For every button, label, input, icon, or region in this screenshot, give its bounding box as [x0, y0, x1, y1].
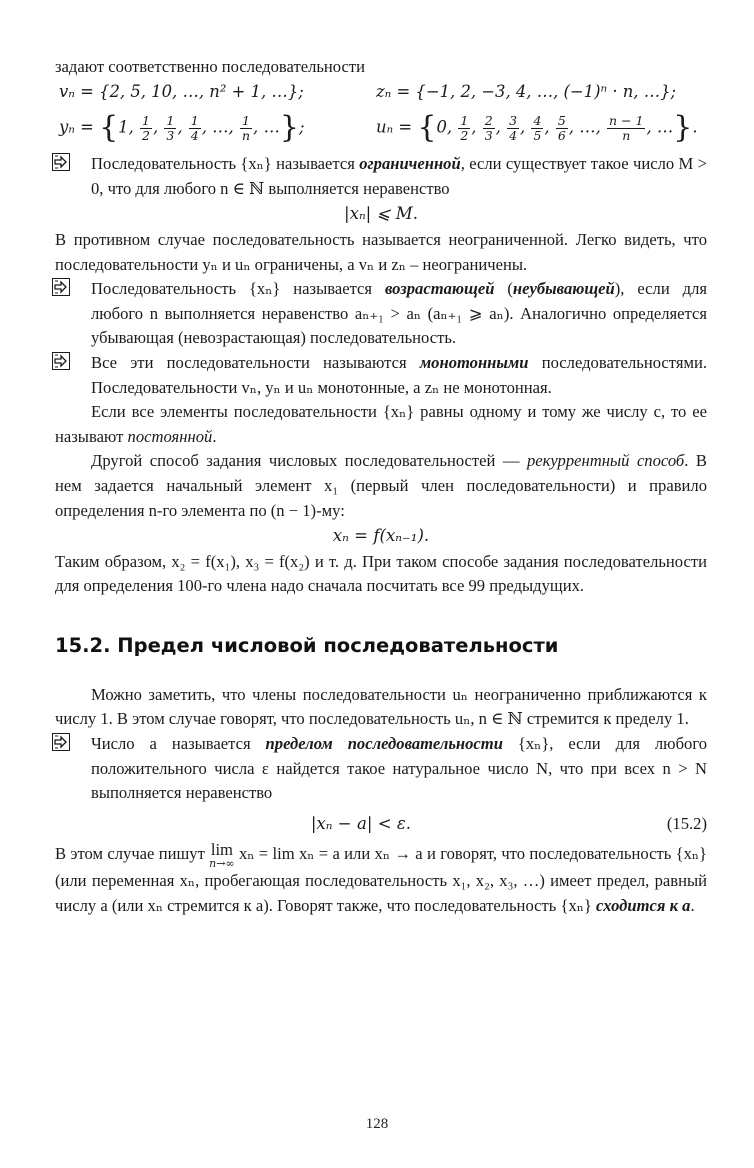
- paragraph-unbounded: В противном случае последовательность называется неограниченной. Легко видеть, что последовательности yₙ и uₙ ограничены, а vₙ и zₙ – неограничены.: [55, 229, 707, 274]
- definition-limit: Число a называется пределом последовательности {xₙ}, если для любого положительного числа ε найдется такое натуральное число N, что при всех n > N выполняется неравенство: [55, 732, 707, 806]
- term-constant: постоянной: [127, 426, 213, 446]
- term-recurrent: рекуррентный способ: [526, 451, 685, 471]
- sequence-row-1: [55, 80, 707, 105]
- formula-recurrent: xₙ = f(xₙ₋₁).: [332, 526, 430, 546]
- definition-arrow-icon: [52, 153, 70, 171]
- formula-limit: |xₙ − a| < ε.: [310, 813, 412, 833]
- definition-arrow-icon: [52, 352, 70, 370]
- sequence-z: zₙ = {−1, 2, −3, 4, …, (−1)ⁿ · n, …};: [376, 81, 677, 101]
- sequence-u: uₙ = {0, $\frac{1}{2}$ , $\frac{2}{3}$ , $\frac{3}{4}$ , $\frac{4}{5}$ , $\frac{5}{6}$ , …, $\frac{n - 1}{n}$ , …}.: [376, 110, 698, 146]
- definition-arrow-icon: [52, 733, 70, 751]
- definition-increasing: Последовательность {xₙ} называется возрастающей (неубывающей), если для любого n выполняется неравенство aₙ₊₁ > aₙ (aₙ₊₁ ⩾ aₙ). Аналогично определяется убывающая (невозрастающая) последовательность.: [55, 277, 707, 351]
- formula-limit-row: [55, 812, 707, 837]
- limit-operator: lim n→∞: [209, 840, 235, 871]
- paragraph-example: Таким образом, x₂ = f(x₁), x₃ = f(x₂) и т. д. При таком способе задания последовательности для определения 100-го члена надо сначала посчитать все 99 предыдущих.: [55, 551, 707, 596]
- page-number: 128: [365, 1116, 389, 1132]
- definition-arrow-icon: [52, 278, 70, 296]
- definition-bounded: Последовательность {xₙ} называется ограниченной, если существует такое число M > 0, что для любого n ∈ ℕ выполняется неравенство: [55, 152, 707, 201]
- intro-line: задают соответственно последовательности: [55, 57, 366, 76]
- paragraph-limit-intro: Можно заметить, что члены последовательности uₙ неограниченно приближаются к числу 1. В этом случае говорят, что последовательность uₙ, n ∈ ℕ стремится к пределу 1.: [55, 684, 707, 729]
- equation-number: (15.2): [666, 813, 707, 833]
- term-monotone: монотонными: [419, 352, 529, 372]
- paragraph-recurrent: Другой способ задания числовых последовательностей — рекуррентный способ. В нем задается начальный элемент x₁ (первый член последовательности) и правило определения n-го элемента по (n − 1)-му:: [55, 451, 707, 520]
- page-content: [55, 55, 707, 919]
- term-converges: сходится к a: [596, 896, 691, 916]
- sequence-y: yₙ = {1, $\frac{1}{2}$ , $\frac{1}{3}$ , $\frac{1}{4}$ , …, $\frac{1}{n}$ , …};: [59, 110, 305, 146]
- sequence-v: vₙ = {2, 5, 10, …, n² + 1, …};: [59, 81, 304, 101]
- sequence-row-2: [55, 104, 707, 152]
- term-limit: пределом последовательности: [265, 734, 503, 754]
- term-nondecreasing: неубывающей: [512, 279, 615, 299]
- paragraph-constant: Если все элементы последовательности {xₙ} равны одному и тому же числу c, то ее называют постоянной.: [55, 402, 707, 446]
- definition-monotone: Все эти последовательности называются монотонными последовательностями. Последовательности vₙ, yₙ и uₙ монотонные, а zₙ не монотонная.: [55, 351, 707, 400]
- term-bounded: ограниченной: [359, 154, 461, 174]
- paragraph-notation: В этом случае пишут lim n→∞ xₙ = lim xₙ = a или xₙ → a и говорят, что последовательность {xₙ} (или переменная xₙ, пробегающая последовательность x₁, x₂, x₃, …) имеет предел, равный числу a (или xₙ стремится к a). Говорят также, что последовательность {xₙ} сходится к a.: [55, 840, 708, 916]
- term-increasing: возрастающей: [384, 279, 495, 299]
- formula-bounded: |xₙ| ⩽ M.: [344, 204, 418, 224]
- section-title: 15.2. Предел числовой последовательности: [55, 633, 559, 657]
